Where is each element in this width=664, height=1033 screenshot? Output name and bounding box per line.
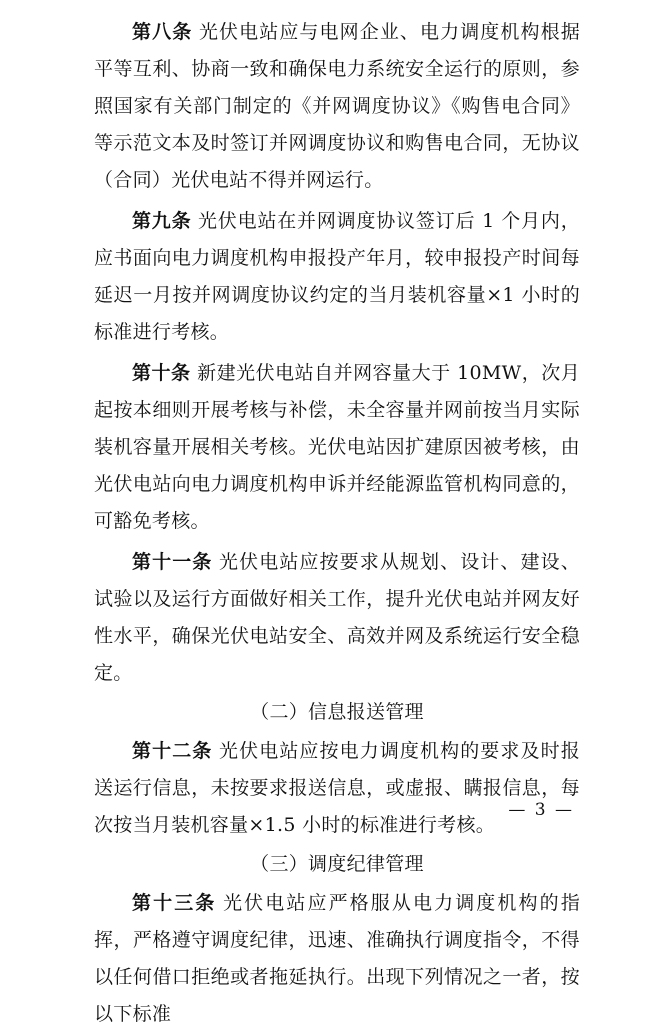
section-heading-info-reporting: （二）信息报送管理 [250,701,424,723]
article-13-text: 光伏电站应严格服从电力调度机构的指挥，严格遵守调度纪律，迅速、准确执行调度指令，不得以任何借口拒绝或者拖延执行。出现下列情况之一者，按以下标准 [94,892,581,1025]
article-12-paragraph [94,733,580,844]
article-9-text: 光伏电站在并网调度协议签订后 1 个月内，应书面向电力调度机构申报投产年月，较申报投产时间每延迟一月按并网调度协议约定的当月装机容量×1 小时的标准进行考核。 [94,210,581,343]
article-11-label: 第十一条 [132,551,213,573]
article-8-label: 第八条 [132,21,193,43]
article-10-label: 第十条 [132,362,191,384]
article-9-label: 第九条 [132,210,192,232]
article-10-paragraph [94,355,580,540]
article-12-label: 第十二条 [132,740,213,762]
section-heading-dispatch-discipline: （三）调度纪律管理 [250,853,424,875]
article-12-text: 光伏电站应按电力调度机构的要求及时报送运行信息，未按要求报送信息，或虚报、瞒报信息，每次按当月装机容量×1.5 小时的标准进行考核。 [94,740,580,836]
article-13-paragraph [94,885,580,1033]
page-number: — 3 — [508,800,574,820]
article-8-paragraph [94,14,580,199]
article-8-text: 光伏电站应与电网企业、电力调度机构根据平等互利、协商一致和确保电力系统安全运行的原则，参照国家有关部门制定的《并网调度协议》《购售电合同》等示范文本及时签订并网调度协议和购售电合同，无协议（合同）光伏电站不得并网运行。 [94,21,580,191]
article-11-paragraph [94,544,580,692]
article-13-label: 第十三条 [132,892,217,914]
article-10-text: 新建光伏电站自并网容量大于 10MW，次月起按本细则开展考核与补偿，未全容量并网前按当月实际装机容量开展相关考核。光伏电站因扩建原因被考核，由光伏电站向电力调度机构申诉并经能源监管机构同意的，可豁免考核。 [94,362,580,532]
article-9-paragraph [94,203,580,351]
article-11-text: 光伏电站应按要求从规划、设计、建设、试验以及运行方面做好相关工作，提升光伏电站并网友好性水平，确保光伏电站安全、高效并网及系统运行安全稳定。 [94,551,580,684]
